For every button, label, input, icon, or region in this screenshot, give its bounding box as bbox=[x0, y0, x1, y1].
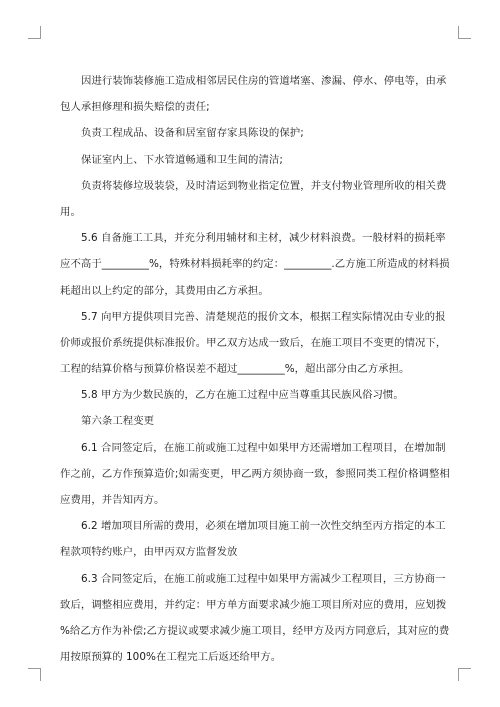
text-line: 负责将装修垃圾装袋，及时清运到物业指定位置，并支付物业管理所收的相关费 bbox=[81, 179, 447, 192]
text-line: 用按原预算的 100%在工程完工后返还给甲方。 bbox=[60, 651, 282, 664]
text-line: 致后，调整相应费用，并约定：甲方单方面要求减少施工项目所对应的费用，应划拨 bbox=[60, 598, 447, 611]
crop-mark-top-left bbox=[28, 26, 41, 39]
document-body bbox=[60, 68, 448, 670]
crop-mark-bottom-left bbox=[28, 668, 41, 681]
section-heading: 第六条工程变更 bbox=[81, 415, 155, 428]
text-line: 保证室内上、下水管道畅通和卫生间的清洁; bbox=[81, 153, 283, 166]
crop-mark-bottom-right bbox=[458, 668, 471, 681]
text-line: 应费用，并告知丙方。 bbox=[60, 494, 165, 506]
text-line: 5.8 甲方为少数民族的，乙方在施工过程中应当尊重其民族风俗习惯。 bbox=[81, 389, 404, 402]
text-line: 6.2 增加项目所需的费用，必须在增加项目施工前一次性交纳至丙方指定的本工 bbox=[81, 520, 446, 533]
text-line: %给乙方作为补偿;乙方提议或要求减少施工项目，经甲方及丙方同意后，其对应的费 bbox=[60, 624, 450, 637]
text-line: 程款项特约账户，由甲丙双方监督发放 bbox=[60, 546, 238, 559]
text-line: 价师或报价系统提供标准报价。甲乙双方达成一致后，在施工项目不变更的情况下， bbox=[60, 336, 447, 349]
text-line: 负责工程成品、设备和居室留存家具陈设的保护; bbox=[81, 127, 304, 140]
text-line: 用。 bbox=[60, 205, 81, 218]
text-line: 5.7 向甲方提供项目完善、清楚规范的报价文本，根据工程实际情况由专业的报 bbox=[81, 310, 446, 323]
text-line: 作之前，乙方作预算造价;如需变更，甲乙两方须协商一致，参照同类工程价格调整相 bbox=[60, 467, 450, 480]
text-line: 5.6 自备施工工具，并充分利用辅材和主材，减少材料浪费。一般材料的损耗率 bbox=[81, 232, 446, 245]
text-line: 应不高于_________%，特殊材料损耗率的约定：_________.乙方施工所造成的材料损 bbox=[60, 258, 450, 271]
text-line: 耗超出以上约定的部分，其费用由乙方承担。 bbox=[60, 284, 269, 297]
crop-mark-top-right bbox=[458, 26, 471, 39]
text-line: 因进行装饰装修施工造成相邻居民住房的管道堵塞、渗漏、停水、停电等，由承 bbox=[81, 75, 447, 87]
text-line: 工程的结算价格与预算价格误差不超过_________%，超出部分由乙方承担。 bbox=[60, 363, 410, 376]
text-line: 6.1 合同签定后，在施工前或施工过程中如果甲方还需增加工程项目，在增加制 bbox=[81, 441, 446, 454]
text-line: 包人承担修理和损失赔偿的责任; bbox=[60, 101, 210, 114]
text-line: 6.3 合同签定后，在施工前或施工过程中如果甲方需减少工程项目，三方协商一 bbox=[81, 572, 446, 585]
